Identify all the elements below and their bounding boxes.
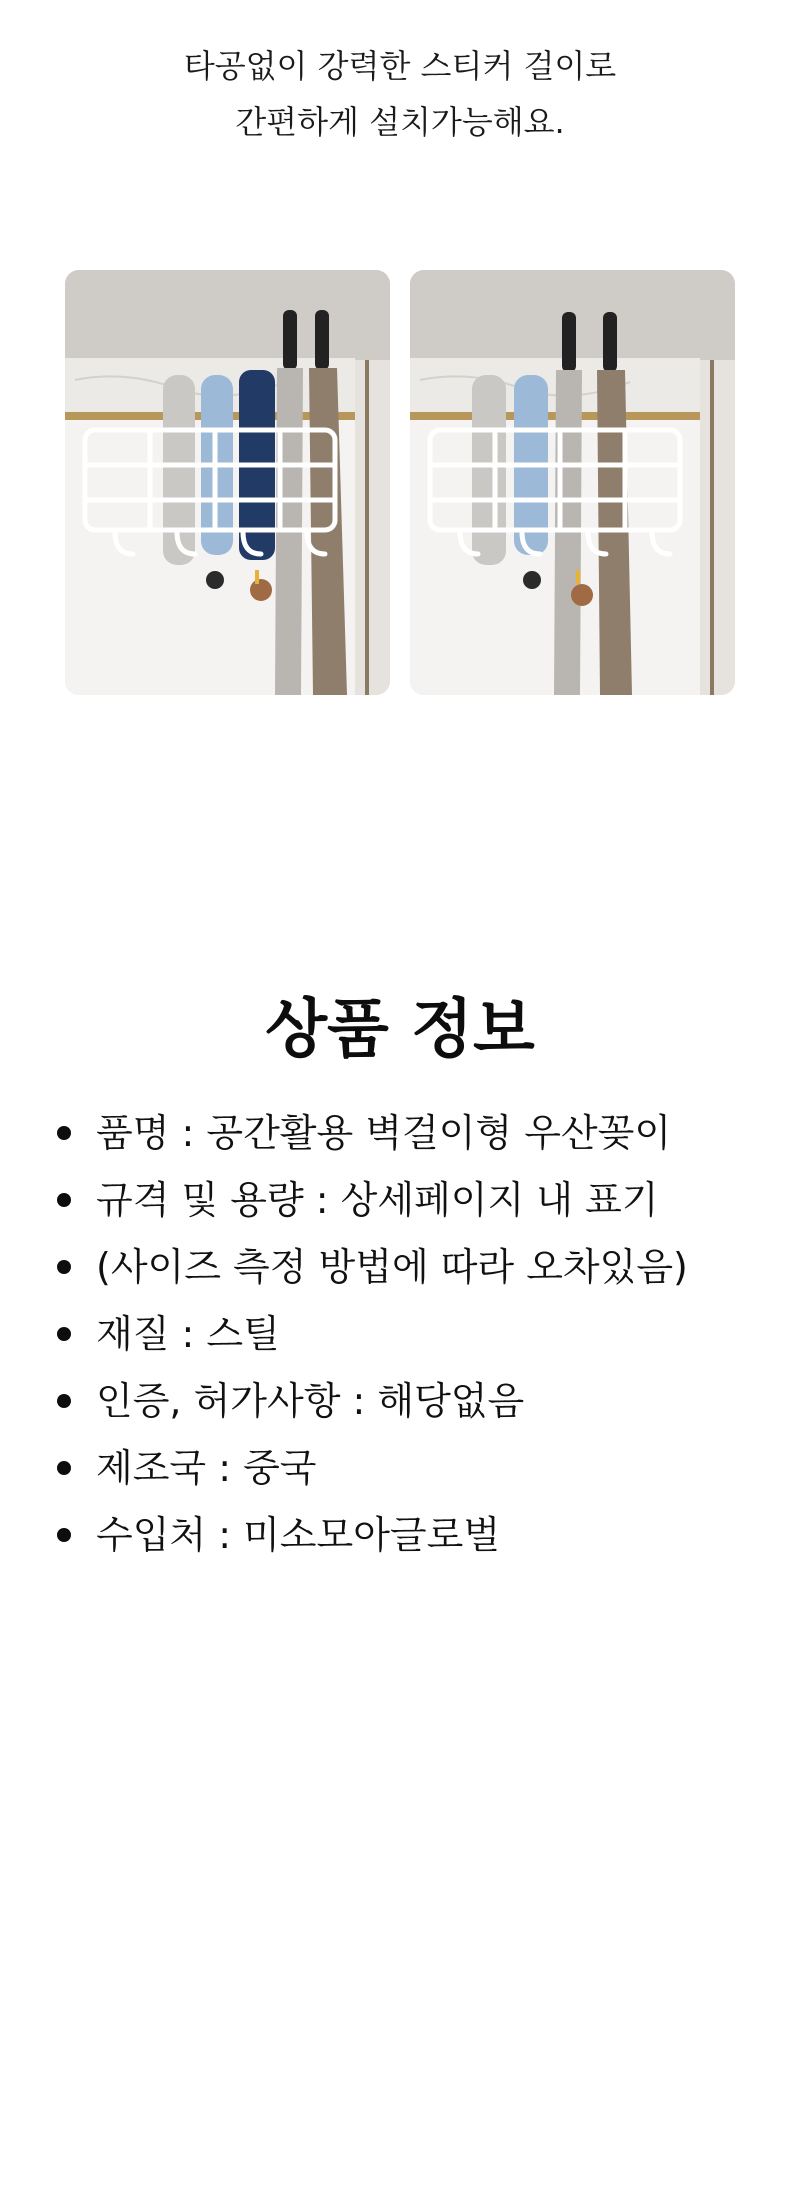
spec-item-text: 품명 : 공간활용 벽걸이형 우산꽂이 <box>96 1111 672 1155</box>
spec-item-importer <box>0 1509 800 1576</box>
rack-photo-with-three-umbrellas <box>410 270 735 695</box>
spec-item-material <box>0 1308 800 1375</box>
product-photos <box>65 270 735 695</box>
product-info-list <box>0 1107 800 1576</box>
spec-item-text: 수입처 : 미소모아글로벌 <box>96 1513 501 1557</box>
spec-item-origin <box>0 1442 800 1509</box>
spec-item-name <box>0 1107 800 1174</box>
bullet-dot <box>57 1193 71 1207</box>
intro-text <box>0 38 800 150</box>
spec-item-text: 재질 : 스틸 <box>96 1312 280 1356</box>
bullet-dot <box>57 1394 71 1408</box>
bullet-dot <box>57 1260 71 1274</box>
intro-line-2: 간편하게 설치가능해요. <box>235 103 565 141</box>
product-info-title: 상품 정보 <box>265 993 535 1067</box>
bullet-dot <box>57 1461 71 1475</box>
rack-photo-with-four-umbrellas <box>65 270 390 695</box>
spec-item-size <box>0 1174 800 1241</box>
spec-item-text: 인증, 허가사항 : 해당없음 <box>96 1379 525 1423</box>
intro-line-1: 타공없이 강력한 스티커 걸이로 <box>183 47 617 85</box>
bullet-dot <box>57 1528 71 1542</box>
spec-item-certification <box>0 1375 800 1442</box>
bullet-dot <box>57 1126 71 1140</box>
spec-item-text: 제조국 : 중국 <box>96 1446 317 1490</box>
spec-item-text: 규격 및 용량 : 상세페이지 내 표기 <box>96 1178 659 1222</box>
spec-item-text: (사이즈 측정 방법에 따라 오차있음) <box>96 1245 688 1289</box>
spec-item-size-note <box>0 1241 800 1308</box>
bullet-dot <box>57 1327 71 1341</box>
